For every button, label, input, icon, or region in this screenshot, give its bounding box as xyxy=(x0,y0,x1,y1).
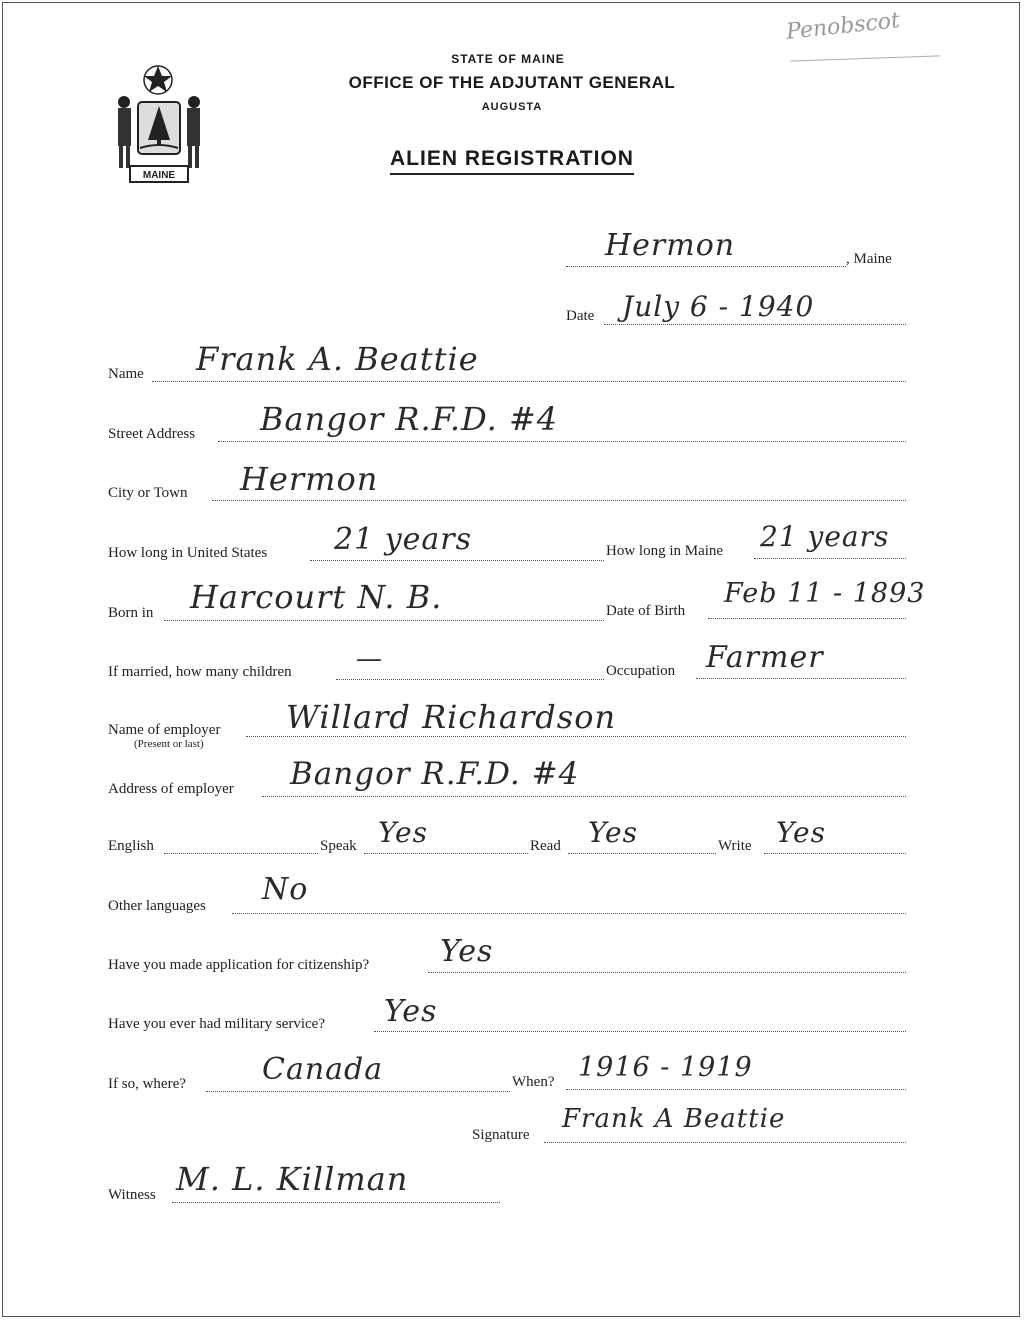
born-in-line xyxy=(164,620,604,621)
when-label: When? xyxy=(512,1074,555,1090)
date-label: Date xyxy=(566,308,595,324)
witness-value[interactable]: M. L. Killman xyxy=(176,1160,409,1198)
military-line xyxy=(374,1031,906,1032)
form-title-text: ALIEN REGISTRATION xyxy=(390,147,634,175)
dob-label: Date of Birth xyxy=(606,603,686,619)
how-long-us-value[interactable]: 21 years xyxy=(334,522,473,557)
speak-line xyxy=(364,853,528,854)
city-value[interactable]: Hermon xyxy=(240,460,379,498)
speak-label: Speak xyxy=(320,838,357,854)
born-in-value[interactable]: Harcourt N. B. xyxy=(190,578,443,616)
children-label: If married, how many children xyxy=(108,664,292,680)
speak-value[interactable]: Yes xyxy=(378,816,428,849)
city-line xyxy=(212,500,906,501)
english-label: English xyxy=(108,838,154,854)
employer-label: Name of employer xyxy=(108,722,221,738)
header-office: OFFICE OF THE ADJUTANT GENERAL xyxy=(348,73,676,92)
signature-label: Signature xyxy=(472,1127,530,1143)
name-value[interactable]: Frank A. Beattie xyxy=(196,340,479,378)
english-line xyxy=(164,853,318,854)
when-value[interactable]: 1916 - 1919 xyxy=(578,1052,753,1083)
occupation-label: Occupation xyxy=(606,663,676,679)
seal-text: MAINE xyxy=(142,170,176,181)
street-label: Street Address xyxy=(108,426,196,442)
citizenship-label: Have you made application for citizenship? xyxy=(108,957,370,973)
born-in-label: Born in xyxy=(108,605,154,621)
military-label: Have you ever had military service? xyxy=(108,1016,325,1032)
other-languages-line xyxy=(232,913,906,914)
how-long-us-line xyxy=(310,560,604,561)
occupation-value[interactable]: Farmer xyxy=(706,640,824,675)
employer-value[interactable]: Willard Richardson xyxy=(286,698,617,736)
write-value[interactable]: Yes xyxy=(776,816,826,849)
employer-address-value[interactable]: Bangor R.F.D. #4 xyxy=(290,756,580,792)
employer-address-line xyxy=(262,796,906,797)
name-line xyxy=(152,381,906,382)
page-border xyxy=(2,2,1020,1317)
other-languages-label: Other languages xyxy=(108,898,206,914)
header-state: STATE OF MAINE xyxy=(451,52,565,66)
pencil-note: Penobscot xyxy=(785,8,902,45)
where-value[interactable]: Canada xyxy=(262,1052,384,1087)
write-label: Write xyxy=(718,838,752,854)
read-value[interactable]: Yes xyxy=(588,816,638,849)
town-line xyxy=(566,266,846,267)
children-value[interactable]: — xyxy=(356,644,383,674)
signature-line xyxy=(544,1142,906,1143)
other-languages-value[interactable]: No xyxy=(262,872,309,907)
employer-note: (Present or last) xyxy=(134,738,204,750)
how-long-maine-label: How long in Maine xyxy=(606,543,724,559)
read-line xyxy=(568,853,716,854)
city-label: City or Town xyxy=(108,485,188,501)
read-label: Read xyxy=(530,838,561,854)
write-line xyxy=(764,853,906,854)
dob-value[interactable]: Feb 11 - 1893 xyxy=(724,578,926,609)
signature-value[interactable]: Frank A Beattie xyxy=(562,1104,786,1134)
form-title xyxy=(0,147,1024,171)
employer-address-label: Address of employer xyxy=(108,781,234,797)
children-line xyxy=(336,679,604,680)
where-label: If so, where? xyxy=(108,1076,186,1092)
citizenship-value[interactable]: Yes xyxy=(440,934,494,969)
how-long-maine-line xyxy=(754,558,906,559)
street-value[interactable]: Bangor R.F.D. #4 xyxy=(260,400,559,438)
witness-line xyxy=(172,1202,500,1203)
date-line xyxy=(604,324,906,325)
when-line xyxy=(566,1089,906,1090)
how-long-us-label: How long in United States xyxy=(108,545,268,561)
where-line xyxy=(206,1091,510,1092)
header-city: AUGUSTA xyxy=(481,101,543,113)
name-label: Name xyxy=(108,366,144,382)
how-long-maine-value[interactable]: 21 years xyxy=(760,520,890,553)
town-value[interactable]: Hermon xyxy=(605,228,736,263)
military-value[interactable]: Yes xyxy=(384,994,438,1029)
maine-label: , Maine xyxy=(846,251,892,267)
occupation-line xyxy=(696,678,906,679)
citizenship-line xyxy=(428,972,906,973)
date-value[interactable]: July 6 - 1940 xyxy=(622,290,815,323)
dob-line xyxy=(708,618,906,619)
street-line xyxy=(218,441,906,442)
witness-label: Witness xyxy=(108,1187,156,1203)
employer-line xyxy=(246,736,906,737)
